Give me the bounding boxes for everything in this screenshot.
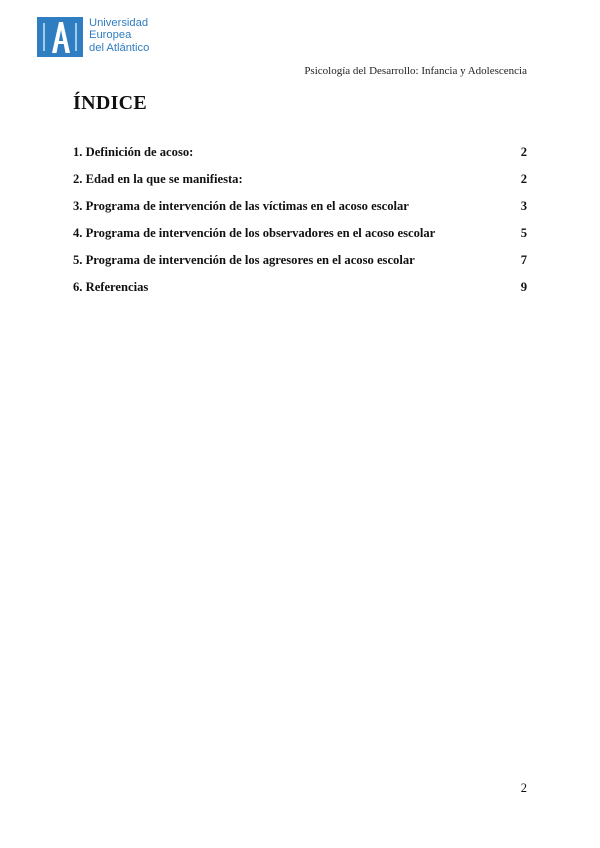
logo-line-1: Universidad	[89, 17, 149, 29]
toc-entry-page: 2	[520, 172, 527, 186]
logo-line-3: del Atlántico	[89, 41, 150, 54]
toc-entry-page: 2	[520, 145, 527, 159]
page-title: ÍNDICE	[73, 92, 148, 114]
toc-entry-label: 6. Referencias	[73, 280, 149, 294]
toc-entry[interactable]	[73, 199, 527, 226]
university-logo	[37, 17, 149, 57]
logo-line-2: Europea	[89, 29, 132, 42]
toc-entry[interactable]	[73, 253, 527, 280]
toc-entry-label: 3. Programa de intervención de las víctimas en el acoso escolar	[73, 199, 409, 213]
toc-entry[interactable]	[73, 145, 527, 172]
university-logo-icon	[37, 17, 83, 57]
toc-entry-page: 5	[520, 226, 527, 240]
page-number: 2	[520, 781, 527, 795]
toc-entry[interactable]	[73, 280, 527, 307]
university-logo-text	[89, 17, 149, 54]
toc-entry-label: 2. Edad en la que se manifiesta:	[73, 172, 243, 186]
toc-entry-label: 4. Programa de intervención de los observadores en el acoso escolar	[73, 226, 436, 240]
running-header: Psicología del Desarrollo: Infancia y Adolescencia	[304, 65, 527, 77]
toc-entry[interactable]	[73, 226, 527, 253]
toc-entry-label: 1. Definición de acoso:	[73, 145, 194, 159]
table-of-contents	[73, 145, 527, 307]
toc-entry-label: 5. Programa de intervención de los agresores en el acoso escolar	[73, 253, 415, 267]
toc-entry-page: 7	[520, 253, 527, 267]
toc-entry[interactable]	[73, 172, 527, 199]
toc-entry-page: 9	[520, 280, 527, 294]
toc-entry-page: 3	[520, 199, 527, 213]
